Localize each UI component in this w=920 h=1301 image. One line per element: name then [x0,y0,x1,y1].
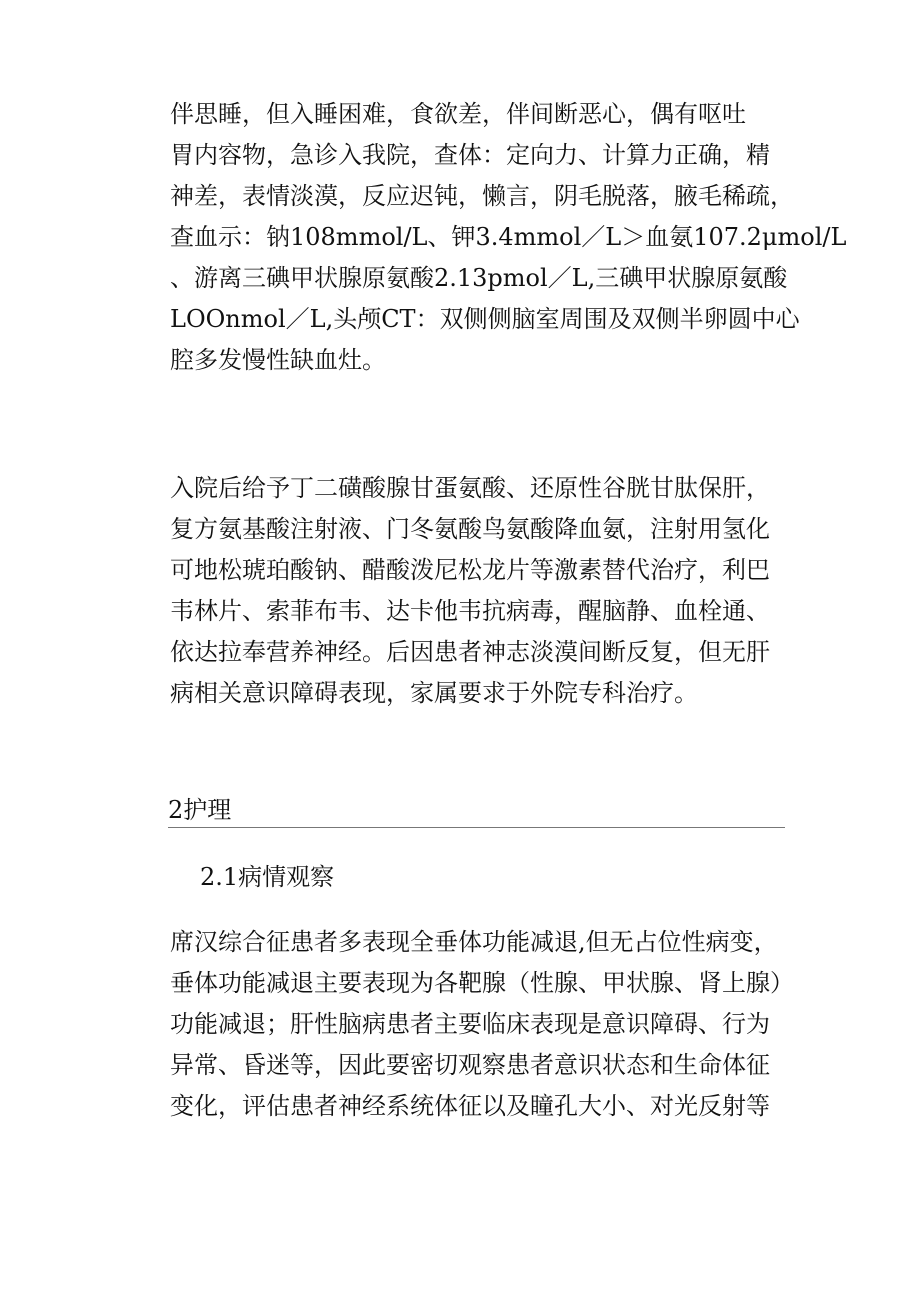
text-line: 查血示：钠108mmol/L、钾3.4mmol／L＞血氨107.2μmol/L [170,223,847,251]
paragraph-treatment [170,468,800,714]
text-line: 胃内容物，急诊入我院，查体：定向力、计算力正确，精 [170,141,770,169]
text-line: 腔多发慢性缺血灶。 [170,346,386,374]
text-line: 伴思睡，但入睡困难，食欲差，伴间断恶心，偶有呕吐 [170,100,746,128]
text-line: 异常、昏迷等，因此要密切观察患者意识状态和生命体征 [170,1051,770,1079]
text-line: 变化，评估患者神经系统体征以及瞳孔大小、对光反射等 [170,1092,770,1120]
section-divider [168,827,785,828]
paragraph-observation [170,922,800,1127]
text-line: 可地松琥珀酸钠、醋酸泼尼松龙片等激素替代治疗，利巴 [170,556,770,584]
text-line: 神差，表情淡漠，反应迟钝，懒言，阴毛脱落，腋毛稀疏， [170,182,794,210]
section-heading: 2护理 [168,796,232,824]
text-line: 功能减退；肝性脑病患者主要临床表现是意识障碍、行为 [170,1010,770,1038]
subsection-heading: 2.1病情观察 [200,863,335,891]
text-line: LOOnmol／L,头颅CT：双侧侧脑室周围及双侧半卵圆中心 [170,305,800,333]
text-line: 垂体功能减退主要表现为各靶腺（性腺、甲状腺、肾上腺） [170,969,794,997]
text-line: 病相关意识障碍表现，家属要求于外院专科治疗。 [170,679,698,707]
paragraph-case-presentation [170,94,847,381]
text-line: 依达拉奉营养神经。后因患者神志淡漠间断反复，但无肝 [170,638,770,666]
text-line: 、游离三碘甲状腺原氨酸2.13pmol／L,三碘甲状腺原氨酸 [170,264,788,292]
text-line: 韦林片、索菲布韦、达卡他韦抗病毒，醒脑静、血栓通、 [170,597,770,625]
text-line: 席汉综合征患者多表现全垂体功能减退,但无占位性病变， [170,928,778,956]
text-line: 复方氨基酸注射液、门冬氨酸鸟氨酸降血氨，注射用氢化 [170,515,770,543]
text-line: 入院后给予丁二磺酸腺甘蛋氨酸、还原性谷胱甘肽保肝， [170,474,770,502]
